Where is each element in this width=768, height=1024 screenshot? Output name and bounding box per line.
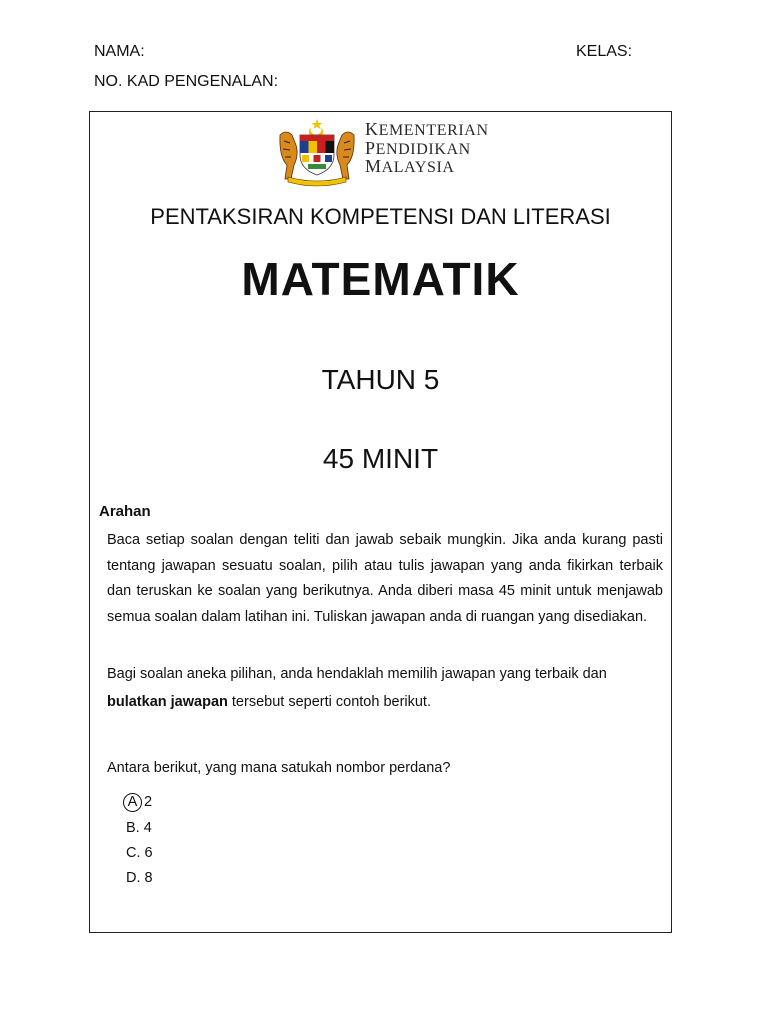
cover-page-frame	[89, 111, 672, 933]
instructions-paragraph: Baca setiap soalan dengan teliti dan jawab sebaik mungkin. Jika anda kurang pasti tentang jawapan sesuatu soalan, pilih atau tulis jawapan yang anda fikirkan terbaik dan teruskan ke soalan yang berikutnya. Anda diberi masa 45 minit untuk menjawab semua soalan dalam latihan ini. Tuliskan jawapan anda di ruangan yang disediakan.	[107, 532, 663, 625]
option-c-letter: C.	[126, 845, 141, 861]
ic-number-label: NO. KAD PENGENALAN:	[94, 73, 279, 90]
option-d-value: 8	[144, 870, 153, 886]
instruction-tail: tersebut seperti contoh berikut.	[227, 694, 431, 710]
ministry-line2-initial: P	[365, 137, 376, 158]
name-label: NAMA:	[94, 43, 145, 60]
option-a	[126, 793, 152, 812]
class-label: KELAS:	[576, 43, 633, 60]
multiple-choice-instruction: Bagi soalan aneka pilihan, anda hendaklah memilih jawapan yang terbaik dan	[107, 666, 607, 682]
ministry-line1-initial: K	[365, 119, 379, 139]
ministry-name	[365, 121, 489, 177]
ministry-line3-initial: M	[365, 156, 382, 176]
subject-title: MATEMATIK	[241, 253, 520, 305]
option-a-value: 2	[144, 794, 153, 810]
assessment-title: PENTAKSIRAN KOMPETENSI DAN LITERASI	[150, 204, 611, 229]
option-b-letter: B.	[126, 820, 140, 836]
example-question: Antara berikut, yang mana satukah nombor perdana?	[107, 760, 451, 776]
circle-answer-emphasis: bulatkan jawapan	[107, 694, 228, 710]
option-a-letter-circled: A	[123, 793, 142, 812]
instructions-heading: Arahan	[99, 503, 151, 520]
year-level: TAHUN 5	[321, 364, 440, 395]
coat-of-arms-logo	[276, 117, 358, 187]
ministry-line1: EMENTERIAN	[378, 122, 489, 139]
ministry-line2: ENDIDIKAN	[375, 140, 471, 158]
ministry-line3: ALAYSIA	[381, 159, 455, 176]
option-c-value: 6	[144, 845, 153, 861]
multiple-choice-instruction-cont	[107, 694, 431, 710]
option-b-value: 4	[143, 820, 152, 836]
option-c	[126, 845, 153, 861]
option-d	[126, 870, 153, 886]
option-b	[126, 820, 152, 836]
option-d-letter: D.	[126, 870, 141, 886]
exam-duration: 45 MINIT	[322, 443, 439, 474]
